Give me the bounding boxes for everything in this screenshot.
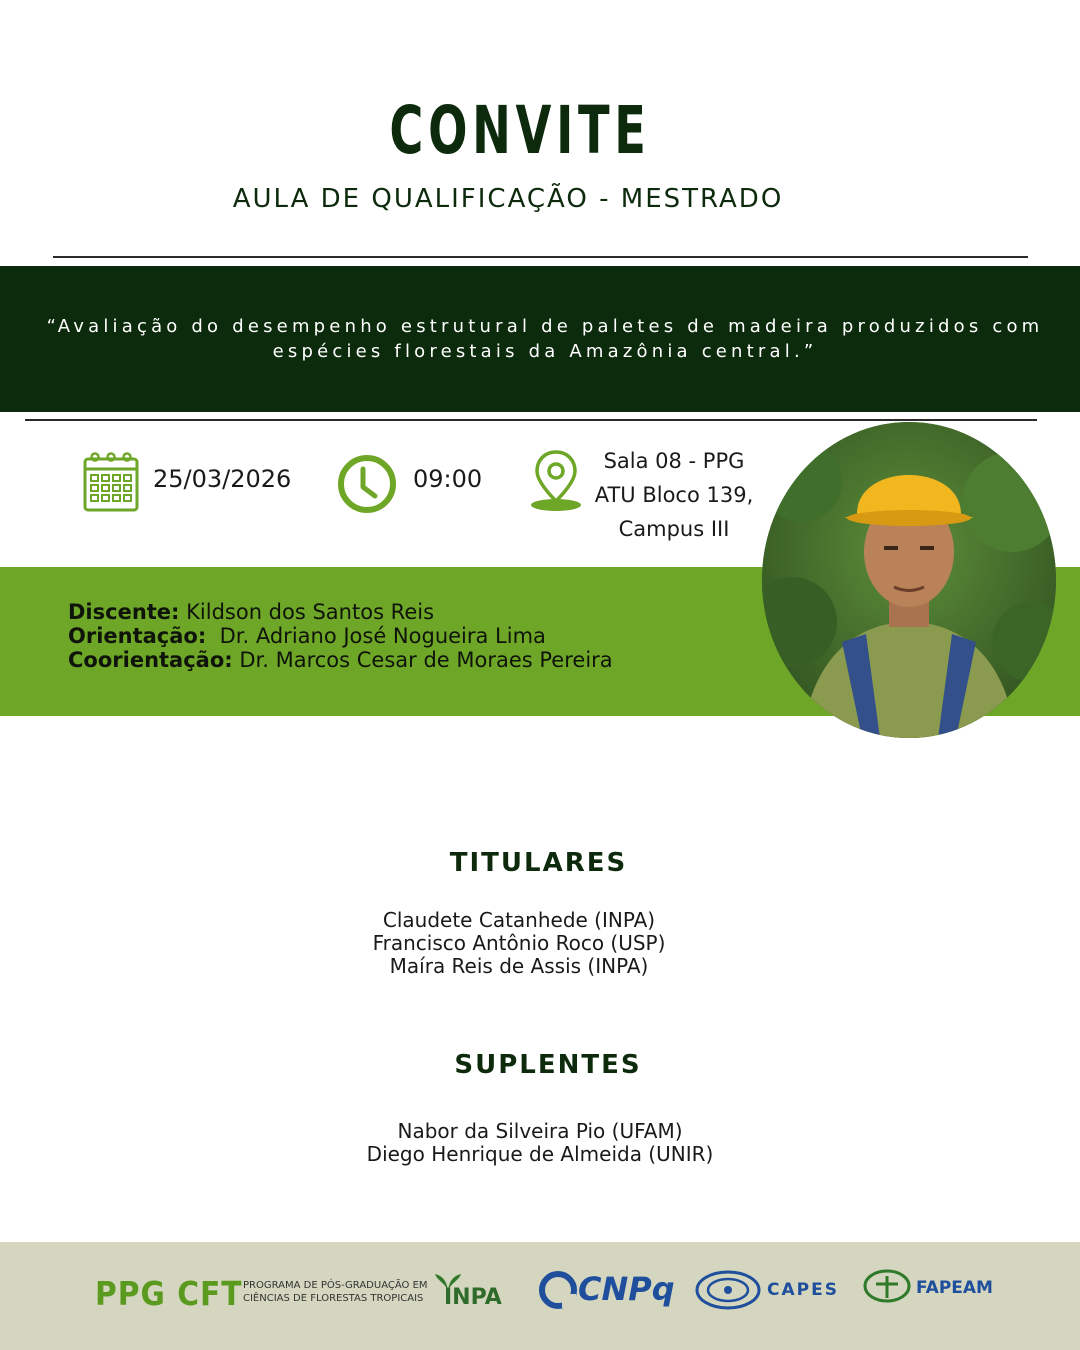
event-date: 25/03/2026 bbox=[153, 465, 292, 493]
thesis-title-line-1: “Avaliação do desempenho estrutural de paletes de madeira produzidos com bbox=[46, 316, 1044, 337]
location-line-1: Sala 08 - PPG bbox=[603, 449, 745, 473]
page-title: CONVITE bbox=[389, 92, 651, 169]
student-photo bbox=[762, 422, 1056, 738]
people-list bbox=[68, 600, 613, 672]
calendar-icon bbox=[83, 451, 139, 513]
suplente-2: Diego Henrique de Almeida (UNIR) bbox=[366, 1142, 714, 1166]
thesis-title bbox=[40, 314, 1050, 364]
coadvisor-row bbox=[68, 648, 613, 672]
fapeam-icon bbox=[862, 1268, 912, 1308]
coadvisor-label: Coorientação: bbox=[68, 648, 233, 672]
page-subtitle: AULA DE QUALIFICAÇÃO - MESTRADO bbox=[232, 184, 784, 214]
suplente-1: Nabor da Silveira Pio (UFAM) bbox=[397, 1119, 683, 1143]
fapeam-logo: FAPEAM bbox=[916, 1278, 993, 1298]
ppg-cft-logo: PPG CFT bbox=[95, 1274, 243, 1313]
advisor-name: Dr. Adriano José Nogueira Lima bbox=[219, 624, 546, 648]
coadvisor-name: Dr. Marcos Cesar de Moraes Pereira bbox=[239, 648, 613, 672]
cnpq-icon bbox=[538, 1270, 578, 1310]
divider-top bbox=[53, 256, 1028, 258]
cnpq-logo: CNPq bbox=[578, 1270, 675, 1308]
suplentes-list bbox=[0, 1120, 1080, 1166]
thesis-title-line-2: espécies florestais da Amazônia central.” bbox=[272, 341, 818, 362]
titular-2: Francisco Antônio Roco (USP) bbox=[372, 931, 666, 955]
titular-1: Claudete Catanhede (INPA) bbox=[382, 908, 656, 932]
capes-icon bbox=[694, 1268, 762, 1312]
ppg-desc-line-1: PROGRAMA DE PÓS-GRADUAÇÃO EM bbox=[243, 1280, 428, 1291]
location-line-3: Campus III bbox=[618, 517, 730, 541]
advisor-label: Orientação: bbox=[68, 624, 207, 648]
suplentes-heading: SUPLENTES bbox=[454, 1050, 642, 1080]
location-line-2: ATU Bloco 139, bbox=[594, 483, 754, 507]
student-label: Discente: bbox=[68, 600, 180, 624]
inpa-logo: INPA bbox=[444, 1285, 502, 1310]
event-time: 09:00 bbox=[413, 465, 483, 493]
titulares-list bbox=[0, 909, 1038, 978]
titulares-heading: TITULARES bbox=[449, 848, 628, 878]
student-name: Kildson dos Santos Reis bbox=[186, 600, 435, 624]
capes-logo: CAPES bbox=[767, 1280, 839, 1300]
ppg-desc-line-2: CIÊNCIAS DE FLORESTAS TROPICAIS bbox=[243, 1293, 424, 1304]
map-pin-icon bbox=[529, 449, 583, 513]
student-row bbox=[68, 600, 613, 624]
advisor-row bbox=[68, 624, 613, 648]
divider-bottom bbox=[25, 419, 1037, 421]
clock-icon bbox=[337, 454, 397, 514]
titular-3: Maíra Reis de Assis (INPA) bbox=[389, 954, 649, 978]
event-location bbox=[584, 444, 764, 546]
ppg-cft-description bbox=[243, 1279, 428, 1305]
